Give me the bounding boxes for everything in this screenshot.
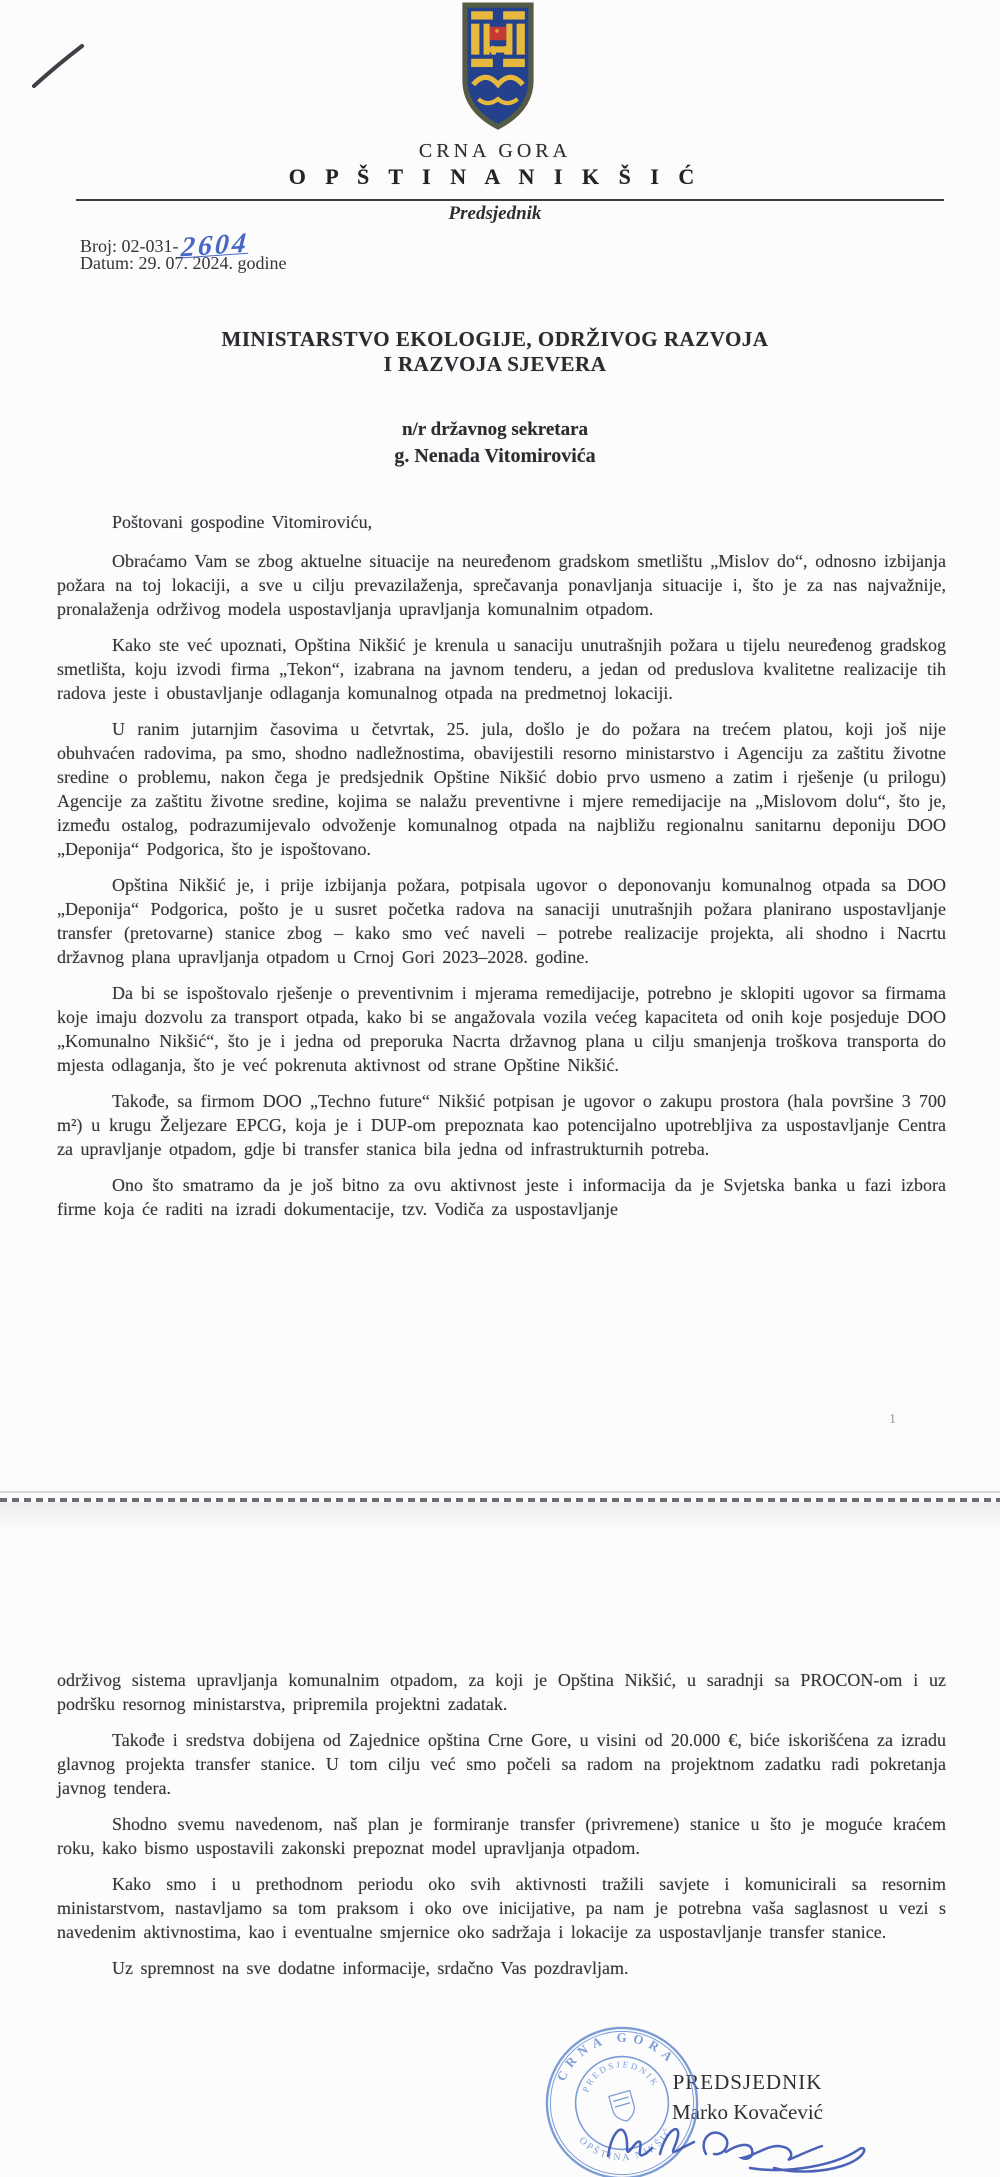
- body-paragraph: U ranim jutarnjim časovima u četvrtak, 25. jula, došlo je do požara na trećem platou, koji još nije obuhvaćen radovima, pa smo, shodno nadležnostima, obavijestili resorno ministarstvo i Agenciju za zaštitu životne sredine o problemu, nakon čega je predsjednik Opštine Nikšić dobio prvo usmeno a zatim i rješenje (u prilogu) Agencije za zaštitu životne sredine, kojima se nalažu preventivne i mjere remedijacije na „Mislovom dolu“, što je, između ostalog, podrazumijevalo odvoženje komunalnog otpada na najbližu regionalnu sanitarnu deponiju DOO „Deponija“ Podgorica, što je ispoštovano.: [57, 719, 946, 859]
- body-paragraph: Uz spremnost na sve dodatne informacije, srdačno Vas pozdravljam.: [112, 1958, 629, 1978]
- body-paragraph: Kako smo i u prethodnom periodu oko svih aktivnosti tražili savjete i komunicirali sa resornim ministarstvom, nastavljamo sa tom praksom i oko ove inicijative, pa nam je potrebna vaša saglasnost u vezi s navedenim aktivnostima, kao i eventualne smjernice oko sadržaja i lokacije za uspostavljanje transfer stanice.: [57, 1874, 946, 1942]
- reference-block: [80, 228, 286, 278]
- letterhead-divider: [76, 199, 944, 201]
- body-paragraph: Obraćamo Vam se zbog aktuelne situacije na neuređenom gradskom smetlištu „Mislov do“, odnosno izbijanja požara na toj lokaciji, a sve u cilju prevazilaženja, sprečavanja ponavljanja situacije i, što je za nas najvažnije, pronalaženja održivog modela uspostavljanja upravljanja komunalnim otpadom.: [57, 551, 946, 619]
- letter-body-page2: [57, 1668, 946, 1992]
- letterhead-municipality: O P Š T I N A N I K Š I Ć: [288, 164, 702, 189]
- stamp-inner-text: PREDSJEDNIK: [580, 2059, 662, 2094]
- body-paragraph: Takođe i sredstva dobijena od Zajednice opština Crne Gore, u visini od 20.000 €, biće iskorišćena za izradu glavnog projekta transfer stanice. U tom cilju već smo počeli sa radom na projektnom zadatku radi pokretanja javnog tendera.: [57, 1730, 946, 1798]
- reference-date-line: Datum: 29. 07. 2024. godine: [80, 253, 287, 273]
- handwritten-signature: [600, 2112, 900, 2177]
- page-break-shadow: [0, 1502, 1000, 1530]
- page1-paragraphs: [57, 549, 946, 1221]
- body-paragraph: Ono što smatramo da je još bitno za ovu aktivnost jeste i informacija da je Svjetska banka u fazi izbora firme koja će raditi na izradi dokumentacije, tzv. Vodiča za uspostavljanje: [57, 1175, 946, 1219]
- body-paragraph: Shodno svemu navedenom, naš plan je formiranje transfer (privremene) stanice u što je moguće kraćem roku, kako bismo uspostavili zakonski prepoznat model upravljanja otpadom.: [57, 1814, 946, 1858]
- reference-number-label: Broj: 02-031-: [80, 236, 179, 256]
- coat-of-arms-niksic: [455, 2, 541, 130]
- signer-title: PREDSJEDNIK: [672, 2070, 823, 2094]
- page-break: [0, 1491, 1000, 1530]
- body-paragraph: Da bi se ispoštovalo rješenje o preventivnim i mjerama remedijacije, potrebno je sklopiti ugovor sa firmama koje imaju dozvolu za transport otpada, kako bi se angažovala vozila većeg kapaciteta od onih koje posjeduje DOO „Komunalno Nikšić“, što je i jedna od preporuka Nacrta državnog plana u cilju smanjenja troškova transporta do mjesta odlaganja, što je već pokrenuta aktivnost od strane Opštine Nikšić.: [57, 983, 946, 1075]
- page-number: 1: [889, 1412, 896, 1427]
- body-paragraph: održivog sistema upravljanja komunalnim otpadom, za koji je Opština Nikšić, u saradnji sa PROCON-om i uz podršku resornog ministarstva, pripremila projektni zadatak.: [57, 1670, 946, 1714]
- body-paragraph: Takođe, sa firmom DOO „Techno future“ Nikšić potpisan je ugovor o zakupu prostora (hala površine 3 700 m²) u krugu Željezare EPCG, koja je i DUP-om prepoznata kao potencijalno upotrebljiva za uspostavljanje Centra za upravljanje otpadom, gdje bi transfer stanica bila jedna od infrastrukturnih potreba.: [57, 1091, 946, 1159]
- page-break-edge: [0, 1491, 1000, 1493]
- salutation: Poštovani gospodine Vitomiroviću,: [112, 512, 373, 532]
- letter-body-page1: [57, 510, 946, 1233]
- recipient-person: g. Nenada Vitomirovića: [394, 445, 596, 467]
- recipient-ministry-line2: I RAZVOJA SJEVERA: [383, 352, 607, 376]
- stamp-ring-top-text: CRNA GORA: [554, 2030, 680, 2084]
- recipient-attention: n/r državnog sekretara: [401, 419, 589, 440]
- pen-mark: [28, 38, 90, 93]
- body-paragraph: Opština Nikšić je, i prije izbijanja požara, potpisala ugovor o deponovanju komunalnog otpada sa DOO „Deponija“ Podgorica, pošto je u susret početka radova na sanaciji unutrašnjih požara planirano uspostavljanje transfer (pretovarne) stanice zbog – kako smo već naveli – potrebe realizacije projekta, ali shodno i Nacrtu državnog plana upravljanja otpadom u Crnoj Gori 2023–2028. godine.: [57, 875, 946, 967]
- body-paragraph: Kako ste već upoznati, Opština Nikšić je krenula u sanaciju unutrašnjih požara u tijelu neuređenog gradskog smetlišta, koju izvodi firma „Tekon“, izabrana na javnom tenderu, a jedan od preduslova kvalitetne realizacije tih radova jeste i obustavljanje odlaganja komunalnog otpada na predmetnoj lokaciji.: [57, 635, 946, 703]
- page2-paragraphs: [57, 1668, 946, 1980]
- stamp-ring-bottom-text: OPŠTINA NIKŠIĆ: [576, 2125, 676, 2164]
- handwritten-number: 2604: [179, 227, 250, 264]
- letterhead-office-title: Predsjednik: [448, 203, 542, 224]
- signer-name: Marko Kovačević: [671, 2100, 824, 2124]
- recipient-ministry-line1: MINISTARSTVO EKOLOGIJE, ODRŽIVOG RAZVOJA: [221, 327, 769, 351]
- letterhead-country: CRNA GORA: [418, 140, 572, 162]
